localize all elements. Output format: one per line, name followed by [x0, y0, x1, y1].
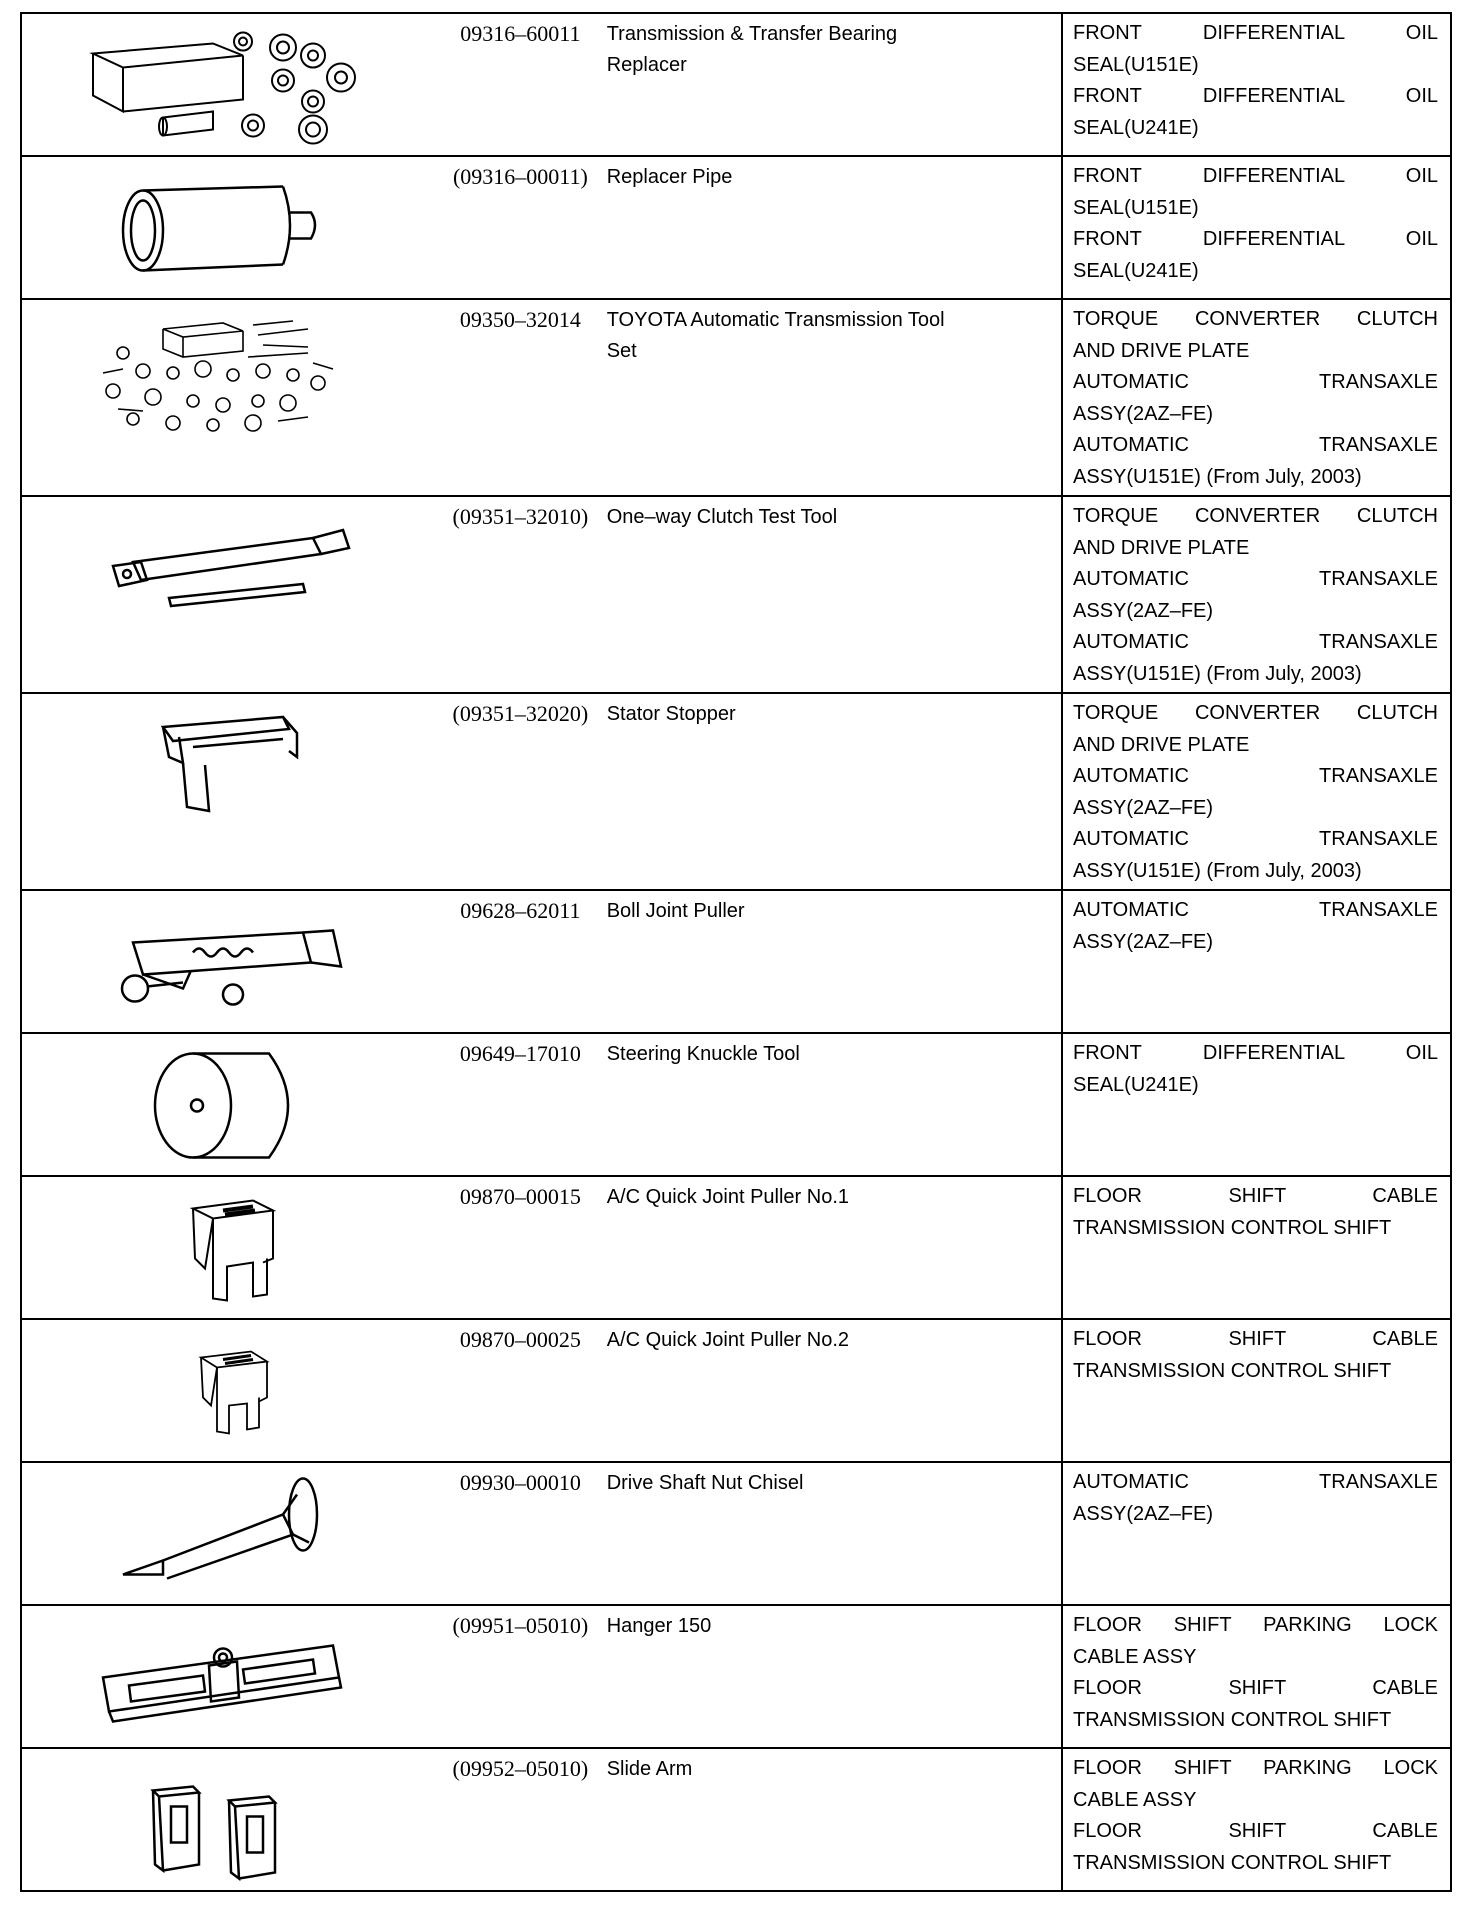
reference-line: ASSY(2AZ–FE) — [1073, 402, 1214, 425]
part-number: 09649–17010 — [459, 1041, 581, 1066]
table-row — [21, 1176, 1451, 1319]
table-row — [21, 1319, 1451, 1462]
table-row — [21, 156, 1451, 299]
tool-illustration-cell — [21, 1176, 444, 1319]
tool-name: Steering Knuckle Tool — [606, 1043, 800, 1065]
reference-line: CABLE ASSY — [1073, 1788, 1197, 1811]
reference-line: TRANSMISSION CONTROL SHIFT — [1073, 1216, 1392, 1239]
reference-line: FLOOR SHIFT PARKING LOCK — [1073, 1757, 1438, 1779]
replacer-pipe-icon — [83, 165, 383, 292]
reference-line: ASSY(2AZ–FE) — [1073, 930, 1214, 953]
tool-name: A/C Quick Joint Puller No.1 — [606, 1186, 850, 1208]
reference-line: FLOOR SHIFT CABLE — [1073, 1328, 1438, 1350]
reference-cell — [1062, 1033, 1451, 1176]
quick-joint-puller-2-icon — [83, 1328, 383, 1455]
reference-line: TORQUE CONVERTER CLUTCH — [1073, 308, 1438, 330]
part-number: 09870–00025 — [459, 1327, 581, 1352]
clutch-test-tool-icon — [83, 505, 383, 635]
quick-joint-puller-1-icon — [83, 1185, 383, 1312]
reference-line: FRONT DIFFERENTIAL OIL — [1073, 228, 1438, 251]
table-row — [21, 693, 1451, 890]
reference-line: AUTOMATIC TRANSAXLE — [1073, 434, 1438, 457]
tool-illustration-cell — [21, 1605, 444, 1748]
special-service-tools-table — [20, 12, 1452, 1892]
reference-cell — [1062, 299, 1451, 496]
reference-line: AND DRIVE PLATE — [1073, 733, 1250, 756]
tool-illustration-cell — [21, 496, 444, 693]
part-number: 09870–00015 — [459, 1184, 581, 1209]
part-number-cell — [444, 496, 597, 693]
tool-illustration-cell — [21, 1033, 444, 1176]
reference-cell — [1062, 1462, 1451, 1605]
tool-illustration-cell — [21, 1748, 444, 1891]
tool-name: Slide Arm — [606, 1758, 693, 1780]
tool-illustration-cell — [21, 1319, 444, 1462]
tool-name: Stator Stopper — [606, 703, 736, 725]
reference-line: ASSY(2AZ–FE) — [1073, 1502, 1214, 1525]
part-number-cell — [444, 890, 597, 1033]
bearing-replacer-set-icon — [83, 22, 383, 149]
drive-shaft-nut-chisel-icon — [83, 1471, 383, 1598]
reference-line: SEAL(U241E) — [1073, 116, 1199, 139]
reference-line: TRANSMISSION CONTROL SHIFT — [1073, 1359, 1392, 1382]
part-number: 09316–60011 — [460, 21, 581, 46]
tool-name: TOYOTA Automatic Transmission Tool Set — [606, 309, 945, 362]
reference-line: ASSY(2AZ–FE) — [1073, 796, 1214, 819]
stator-stopper-icon — [83, 702, 383, 832]
tool-name: Transmission & Transfer Bearing Replacer — [606, 23, 898, 76]
reference-line: AUTOMATIC TRANSAXLE — [1073, 828, 1438, 851]
reference-line: CABLE ASSY — [1073, 1645, 1197, 1668]
part-number-cell — [444, 693, 597, 890]
table-row — [21, 1462, 1451, 1605]
reference-line: ASSY(2AZ–FE) — [1073, 599, 1214, 622]
reference-cell — [1062, 156, 1451, 299]
part-number-cell — [444, 1748, 597, 1891]
part-number-cell — [444, 1033, 597, 1176]
reference-line: FRONT DIFFERENTIAL OIL — [1073, 22, 1438, 44]
reference-cell — [1062, 1176, 1451, 1319]
tool-name-cell — [597, 1033, 1062, 1176]
reference-line: AUTOMATIC TRANSAXLE — [1073, 765, 1438, 788]
reference-line: AUTOMATIC TRANSAXLE — [1073, 568, 1438, 591]
reference-line: SEAL(U241E) — [1073, 1073, 1199, 1096]
reference-cell — [1062, 693, 1451, 890]
ball-joint-puller-icon — [83, 899, 383, 1026]
reference-line: FRONT DIFFERENTIAL OIL — [1073, 85, 1438, 108]
tool-name-cell — [597, 13, 1062, 156]
table-row — [21, 1033, 1451, 1176]
reference-cell — [1062, 890, 1451, 1033]
tool-name: Boll Joint Puller — [606, 900, 745, 922]
table-row — [21, 1748, 1451, 1891]
tool-name-cell — [597, 693, 1062, 890]
tool-name-cell — [597, 1605, 1062, 1748]
part-number: (09952–05010) — [452, 1756, 589, 1781]
reference-line: AND DRIVE PLATE — [1073, 339, 1250, 362]
slide-arm-icon — [83, 1757, 383, 1884]
table-row — [21, 299, 1451, 496]
reference-line: TORQUE CONVERTER CLUTCH — [1073, 702, 1438, 724]
reference-line: ASSY(U151E) (From July, 2003) — [1073, 859, 1362, 882]
tool-name-cell — [597, 299, 1062, 496]
tool-name-cell — [597, 156, 1062, 299]
part-number-cell — [444, 1462, 597, 1605]
part-number: 09930–00010 — [459, 1470, 581, 1495]
tool-name-cell — [597, 1462, 1062, 1605]
part-number-cell — [444, 1319, 597, 1462]
tool-name-cell — [597, 890, 1062, 1033]
reference-line: AND DRIVE PLATE — [1073, 536, 1250, 559]
reference-line: FLOOR SHIFT CABLE — [1073, 1677, 1438, 1700]
tool-name-cell — [597, 496, 1062, 693]
part-number: (09351–32020) — [452, 701, 589, 726]
reference-line: TORQUE CONVERTER CLUTCH — [1073, 505, 1438, 527]
tool-set-icon — [83, 308, 383, 438]
part-number: (09951–05010) — [452, 1613, 589, 1638]
tool-name: Replacer Pipe — [606, 166, 733, 188]
table-row — [21, 890, 1451, 1033]
tool-name-cell — [597, 1319, 1062, 1462]
reference-line: FLOOR SHIFT PARKING LOCK — [1073, 1614, 1438, 1636]
reference-line: AUTOMATIC TRANSAXLE — [1073, 899, 1438, 921]
part-number: 09350–32014 — [459, 307, 581, 332]
tool-illustration-cell — [21, 1462, 444, 1605]
reference-line: SEAL(U151E) — [1073, 196, 1199, 219]
tool-name-cell — [597, 1748, 1062, 1891]
tool-illustration-cell — [21, 13, 444, 156]
tool-name: Hanger 150 — [606, 1615, 712, 1637]
table-row — [21, 1605, 1451, 1748]
table-row — [21, 13, 1451, 156]
reference-line: TRANSMISSION CONTROL SHIFT — [1073, 1708, 1392, 1731]
reference-line: ASSY(U151E) (From July, 2003) — [1073, 662, 1362, 685]
tool-illustration-cell — [21, 693, 444, 890]
tool-illustration-cell — [21, 156, 444, 299]
reference-cell — [1062, 1319, 1451, 1462]
reference-line: SEAL(U151E) — [1073, 53, 1199, 76]
part-number-cell — [444, 13, 597, 156]
reference-cell — [1062, 1748, 1451, 1891]
table-row — [21, 496, 1451, 693]
part-number: (09351–32010) — [452, 504, 589, 529]
tool-name: One–way Clutch Test Tool — [606, 506, 838, 528]
part-number: 09628–62011 — [460, 898, 581, 923]
part-number-cell — [444, 156, 597, 299]
tool-illustration-cell — [21, 299, 444, 496]
reference-line: FLOOR SHIFT CABLE — [1073, 1185, 1438, 1207]
reference-cell — [1062, 13, 1451, 156]
reference-line: FRONT DIFFERENTIAL OIL — [1073, 1042, 1438, 1064]
reference-cell — [1062, 1605, 1451, 1748]
steering-knuckle-tool-icon — [83, 1042, 383, 1169]
hanger-icon — [83, 1614, 383, 1741]
tool-name: A/C Quick Joint Puller No.2 — [606, 1329, 850, 1351]
part-number: (09316–00011) — [452, 164, 588, 189]
reference-line: AUTOMATIC TRANSAXLE — [1073, 371, 1438, 394]
tool-name: Drive Shaft Nut Chisel — [606, 1472, 804, 1494]
tool-name-cell — [597, 1176, 1062, 1319]
reference-line: AUTOMATIC TRANSAXLE — [1073, 631, 1438, 654]
part-number-cell — [444, 1176, 597, 1319]
tool-illustration-cell — [21, 890, 444, 1033]
reference-line: SEAL(U241E) — [1073, 259, 1199, 282]
reference-cell — [1062, 496, 1451, 693]
part-number-cell — [444, 1605, 597, 1748]
reference-line: ASSY(U151E) (From July, 2003) — [1073, 465, 1362, 488]
reference-line: FRONT DIFFERENTIAL OIL — [1073, 165, 1438, 187]
reference-line: TRANSMISSION CONTROL SHIFT — [1073, 1851, 1392, 1874]
reference-line: FLOOR SHIFT CABLE — [1073, 1820, 1438, 1843]
part-number-cell — [444, 299, 597, 496]
reference-line: AUTOMATIC TRANSAXLE — [1073, 1471, 1438, 1493]
